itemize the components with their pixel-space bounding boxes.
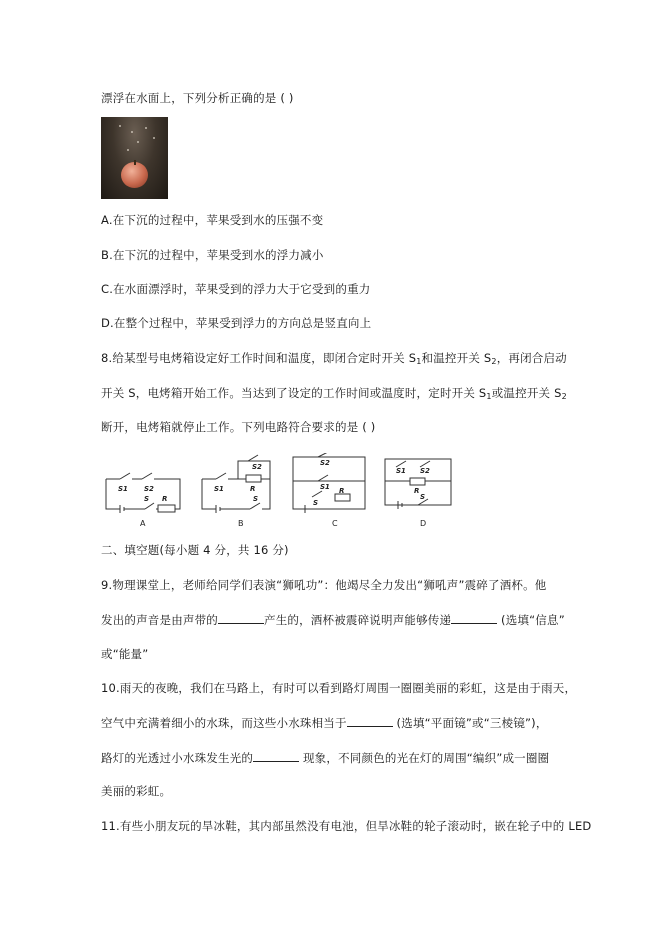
bubble xyxy=(145,127,147,129)
bubble xyxy=(127,149,129,151)
circuit-a-s1-label: S1 xyxy=(118,485,128,493)
circuit-d xyxy=(385,459,451,509)
circuit-b-r-label: R xyxy=(250,485,256,493)
circuit-a-s2-label: S2 xyxy=(144,485,154,493)
circuit-label-a: A xyxy=(140,519,146,528)
question-9-line-2: 发出的声音是由声带的 产生的，酒杯被震碎说明声能够传递 (选填“信息” xyxy=(101,613,565,627)
answer-blank[interactable] xyxy=(253,749,299,762)
circuit-b-s2-label: S2 xyxy=(252,463,262,471)
question-8-line-1: 8.给某型号电烤箱设定好工作时间和温度，即闭合定时开关 $S_1$和温控开关 $S_2$，再闭合启动 xyxy=(101,351,567,366)
answer-blank[interactable] xyxy=(451,611,497,624)
circuit-c-s-label: S xyxy=(313,499,319,507)
circuit-d-s1-label: S1 xyxy=(396,467,406,475)
answer-blank[interactable] xyxy=(347,714,393,727)
question-11-line-1: 11.有些小朋友玩的旱冰鞋，其内部虽然没有电池，但旱冰鞋的轮子滚动时，嵌在轮子中的 LED xyxy=(101,819,592,833)
circuit-a-r-label: R xyxy=(162,495,168,503)
question-8-line-2: 开关 S，电烤箱开始工作。当达到了设定的工作时间或温度时，定时开关 $S_1$或温控开关 $S_2$ xyxy=(101,386,567,401)
bubble xyxy=(137,141,139,143)
bubble xyxy=(153,137,155,139)
circuit-label-c: C xyxy=(332,519,338,528)
bubble xyxy=(131,131,133,133)
circuit-label-d: D xyxy=(420,519,427,528)
circuit-a xyxy=(106,473,180,513)
question-10-line-4: 美丽的彩虹。 xyxy=(101,784,172,798)
circuit-d-s-label: S xyxy=(420,493,426,501)
question-8-line-3: 断开，电烤箱就停止工作。下列电路符合要求的是 ( ) xyxy=(101,420,376,434)
option-c: C.在水面漂浮时，苹果受到的浮力大于它受到的重力 xyxy=(101,282,371,296)
circuit-c-s1-label: S1 xyxy=(320,483,330,491)
answer-blank[interactable] xyxy=(218,611,264,624)
circuit-d-r-label: R xyxy=(414,487,420,495)
question-7-stem-end: 漂浮在水面上，下列分析正确的是 ( ) xyxy=(101,91,294,105)
option-a: A.在下沉的过程中，苹果受到水的压强不变 xyxy=(101,213,324,227)
question-9-line-1: 9.物理课堂上，老师给同学们表演“狮吼功”：他竭尽全力发出“狮吼声”震碎了酒杯。他 xyxy=(101,578,547,592)
circuit-c-r-label: R xyxy=(339,487,345,495)
circuit-a-s-label: S xyxy=(144,495,150,503)
question-10-line-2: 空气中充满着细小的水珠，而这些小水珠相当于 (选填“平面镜”或“三棱镜”)， xyxy=(101,716,548,730)
circuit-label-b: B xyxy=(238,519,244,528)
section-2-title: 二、填空题(每小题 4 分，共 16 分) xyxy=(101,543,289,557)
circuit-b-s1-label: S1 xyxy=(214,485,224,493)
apple-stem-icon xyxy=(134,160,136,165)
option-b: B.在下沉的过程中，苹果受到水的浮力减小 xyxy=(101,248,324,262)
circuit-d-s2-label: S2 xyxy=(420,467,430,475)
bubble xyxy=(119,125,121,127)
option-d: D.在整个过程中，苹果受到浮力的方向总是竖直向上 xyxy=(101,316,372,330)
question-9-line-3: 或“能量” xyxy=(101,647,149,661)
question-10-line-1: 10.雨天的夜晚，我们在马路上，有时可以看到路灯周围一圈圈美丽的彩虹，这是由于雨天， xyxy=(101,681,577,695)
circuit-diagrams xyxy=(100,453,465,533)
circuit-c-s2-label: S2 xyxy=(320,459,330,467)
apple-in-water-photo xyxy=(101,117,168,199)
circuit-b-s-label: S xyxy=(253,495,259,503)
apple-icon xyxy=(121,162,148,188)
question-10-line-3: 路灯的光透过小水珠发生光的 现象，不同颜色的光在灯的周围“编织”成一圈圈 xyxy=(101,751,550,765)
